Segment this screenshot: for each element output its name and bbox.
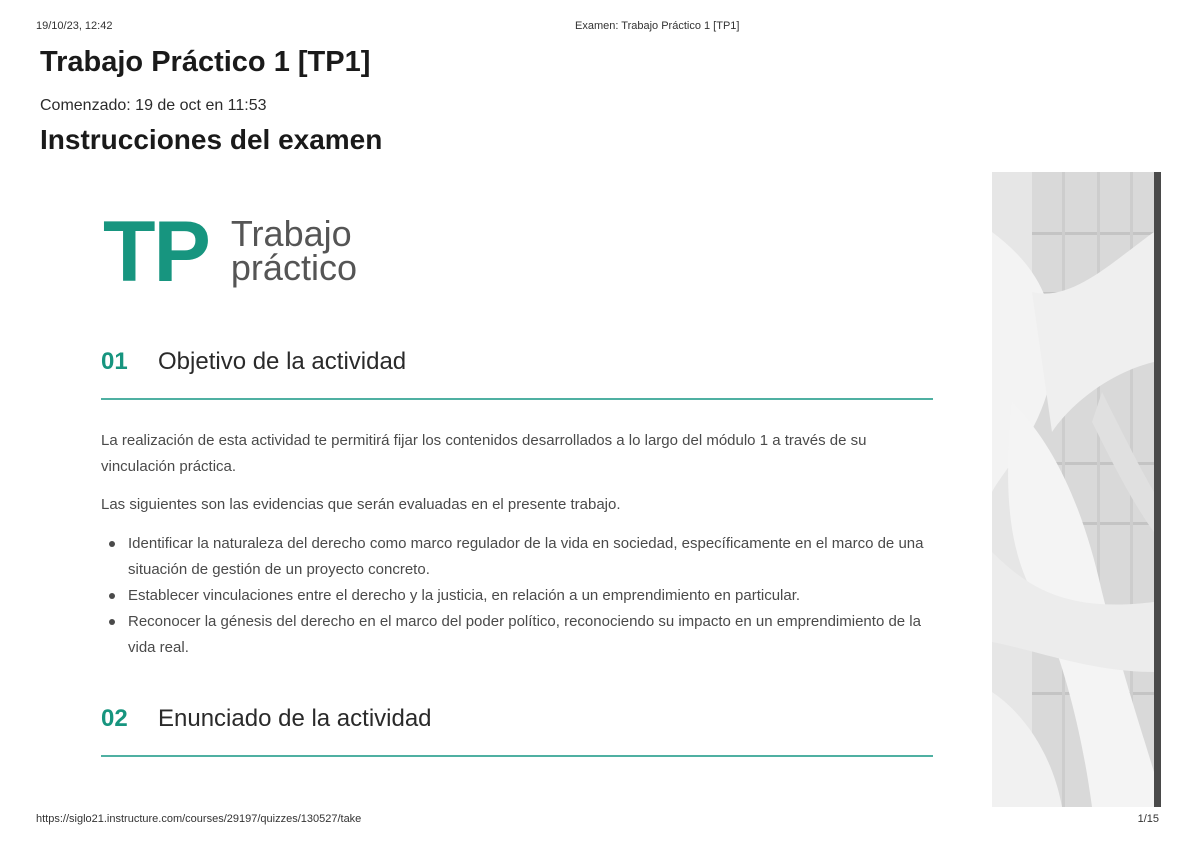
tp-logo-words xyxy=(230,213,357,288)
instructions-heading: Instrucciones del examen xyxy=(40,124,383,155)
print-url: https://siglo21.instructure.com/courses/29197/quizzes/130527/take xyxy=(36,813,362,825)
section-number: 02 xyxy=(101,705,128,732)
objective-paragraph: La realización de esta actividad te permitirá fijar los contenidos desarrollados a lo largo del módulo 1 a través de su vinculación práctica. xyxy=(101,432,867,475)
section-number: 01 xyxy=(101,348,128,375)
list-item: Reconocer la génesis del derecho en el marco del poder político, reconociendo su impacto en un emprendimiento de la vida real. xyxy=(101,609,941,661)
decorative-side-bar xyxy=(1154,172,1161,807)
list-item: Identificar la naturaleza del derecho como marco regulador de la vida en sociedad, específicamente en el marco de una situación de gestión de un proyecto concreto. xyxy=(101,531,941,583)
quiz-title: Trabajo Práctico 1 [TP1] xyxy=(40,46,371,78)
evidence-list xyxy=(101,531,941,661)
decorative-architecture-image xyxy=(992,172,1154,807)
section-heading-01 xyxy=(101,348,406,376)
tp-logo-word-1: Trabajo xyxy=(230,213,352,254)
page-number: 1/15 xyxy=(1137,813,1159,825)
print-datetime: 19/10/23, 12:42 xyxy=(36,20,113,32)
section-divider xyxy=(101,398,933,400)
section-title: Objetivo de la actividad xyxy=(158,348,407,375)
evidence-intro: Las siguientes son las evidencias que serán evaluadas en el presente trabajo. xyxy=(101,496,621,513)
print-doc-title: Examen: Trabajo Práctico 1 [TP1] xyxy=(575,20,740,32)
tp-logo-letters: TP xyxy=(103,204,209,300)
list-item: Establecer vinculaciones entre el derecho y la justicia, en relación a un emprendimiento en particular. xyxy=(101,583,941,609)
quiz-started: Comenzado: 19 de oct en 11:53 xyxy=(40,97,267,114)
tp-logo xyxy=(103,204,357,300)
section-title: Enunciado de la actividad xyxy=(158,705,432,732)
tp-logo-word-2: práctico xyxy=(230,247,357,288)
section-divider xyxy=(101,755,933,757)
section-heading-02 xyxy=(101,705,432,733)
